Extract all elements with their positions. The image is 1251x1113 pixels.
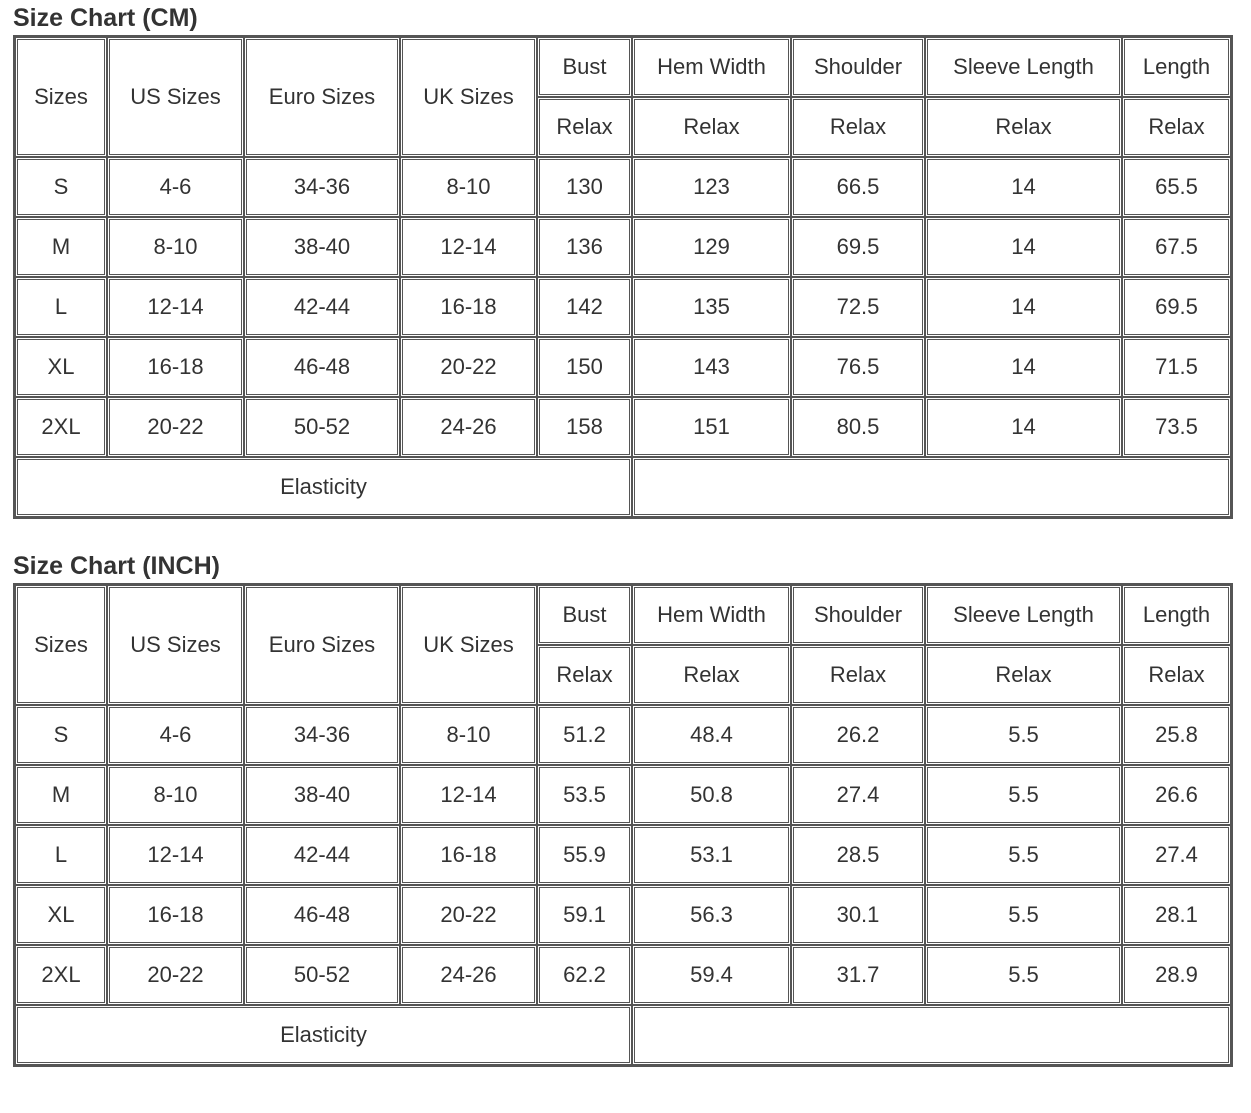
cell-us: 8-10 (107, 765, 244, 825)
subheader-relax: Relax (1122, 97, 1231, 157)
table-row (15, 277, 1231, 337)
elasticity-row (15, 457, 1231, 517)
cell-us: 16-18 (107, 337, 244, 397)
cell-euro: 46-48 (244, 885, 400, 945)
cell-uk: 16-18 (400, 825, 537, 885)
cell-sleeve: 14 (925, 157, 1122, 217)
cell-us: 20-22 (107, 945, 244, 1005)
cell-shoulder: 69.5 (791, 217, 925, 277)
cell-sleeve: 14 (925, 217, 1122, 277)
cell-shoulder: 26.2 (791, 705, 925, 765)
header-row (15, 37, 1231, 97)
size-chart-inch-table (13, 583, 1233, 1067)
cell-us: 4-6 (107, 157, 244, 217)
cell-size: XL (15, 337, 107, 397)
table-row (15, 765, 1231, 825)
header-row (15, 585, 1231, 645)
header-hem-width: Hem Width (632, 37, 791, 97)
cell-uk: 20-22 (400, 337, 537, 397)
cell-us: 16-18 (107, 885, 244, 945)
subheader-relax: Relax (537, 645, 632, 705)
cell-hem: 48.4 (632, 705, 791, 765)
table-row (15, 825, 1231, 885)
cell-size: XL (15, 885, 107, 945)
cell-sleeve: 14 (925, 337, 1122, 397)
cell-hem: 129 (632, 217, 791, 277)
cell-sleeve: 5.5 (925, 885, 1122, 945)
cell-bust: 53.5 (537, 765, 632, 825)
header-bust: Bust (537, 37, 632, 97)
header-us-sizes: US Sizes (107, 585, 244, 705)
cell-euro: 34-36 (244, 705, 400, 765)
cell-size: 2XL (15, 397, 107, 457)
cell-size: S (15, 705, 107, 765)
cell-euro: 34-36 (244, 157, 400, 217)
cell-size: L (15, 825, 107, 885)
cell-size: 2XL (15, 945, 107, 1005)
cell-shoulder: 76.5 (791, 337, 925, 397)
cell-sleeve: 5.5 (925, 825, 1122, 885)
cell-length: 69.5 (1122, 277, 1231, 337)
elasticity-row (15, 1005, 1231, 1065)
cell-euro: 50-52 (244, 945, 400, 1005)
cell-length: 28.9 (1122, 945, 1231, 1005)
elasticity-label: Elasticity (15, 1005, 632, 1065)
cell-size: M (15, 217, 107, 277)
cell-uk: 12-14 (400, 765, 537, 825)
subheader-relax: Relax (925, 645, 1122, 705)
table-row (15, 397, 1231, 457)
cell-euro: 42-44 (244, 825, 400, 885)
cell-sleeve: 14 (925, 397, 1122, 457)
size-chart-cm-title: Size Chart (CM) (13, 4, 198, 32)
header-sleeve-length: Sleeve Length (925, 37, 1122, 97)
cell-sleeve: 5.5 (925, 765, 1122, 825)
cell-length: 28.1 (1122, 885, 1231, 945)
cell-euro: 38-40 (244, 765, 400, 825)
header-shoulder: Shoulder (791, 37, 925, 97)
subheader-relax: Relax (632, 645, 791, 705)
subheader-relax: Relax (1122, 645, 1231, 705)
cell-length: 25.8 (1122, 705, 1231, 765)
header-length: Length (1122, 585, 1231, 645)
cell-euro: 38-40 (244, 217, 400, 277)
cell-hem: 53.1 (632, 825, 791, 885)
cell-length: 73.5 (1122, 397, 1231, 457)
cell-length: 65.5 (1122, 157, 1231, 217)
elasticity-label: Elasticity (15, 457, 632, 517)
cell-us: 12-14 (107, 277, 244, 337)
cell-bust: 150 (537, 337, 632, 397)
cell-size: L (15, 277, 107, 337)
elasticity-value (632, 1005, 1231, 1065)
cell-uk: 16-18 (400, 277, 537, 337)
cell-bust: 55.9 (537, 825, 632, 885)
cell-length: 26.6 (1122, 765, 1231, 825)
header-length: Length (1122, 37, 1231, 97)
cell-size: S (15, 157, 107, 217)
cell-bust: 142 (537, 277, 632, 337)
cell-hem: 59.4 (632, 945, 791, 1005)
cell-length: 27.4 (1122, 825, 1231, 885)
header-us-sizes: US Sizes (107, 37, 244, 157)
cell-sleeve: 5.5 (925, 945, 1122, 1005)
cell-hem: 123 (632, 157, 791, 217)
subheader-relax: Relax (537, 97, 632, 157)
cell-bust: 59.1 (537, 885, 632, 945)
table-row (15, 705, 1231, 765)
cell-shoulder: 27.4 (791, 765, 925, 825)
header-euro-sizes: Euro Sizes (244, 37, 400, 157)
header-shoulder: Shoulder (791, 585, 925, 645)
cell-shoulder: 31.7 (791, 945, 925, 1005)
cell-shoulder: 30.1 (791, 885, 925, 945)
cell-hem: 135 (632, 277, 791, 337)
cell-uk: 20-22 (400, 885, 537, 945)
cell-euro: 46-48 (244, 337, 400, 397)
table-row (15, 885, 1231, 945)
header-hem-width: Hem Width (632, 585, 791, 645)
cell-bust: 136 (537, 217, 632, 277)
cell-bust: 62.2 (537, 945, 632, 1005)
cell-shoulder: 72.5 (791, 277, 925, 337)
table-row (15, 337, 1231, 397)
header-bust: Bust (537, 585, 632, 645)
header-sizes: Sizes (15, 585, 107, 705)
cell-euro: 50-52 (244, 397, 400, 457)
header-uk-sizes: UK Sizes (400, 585, 537, 705)
subheader-relax: Relax (632, 97, 791, 157)
cell-size: M (15, 765, 107, 825)
cell-hem: 56.3 (632, 885, 791, 945)
cell-uk: 24-26 (400, 945, 537, 1005)
cell-uk: 24-26 (400, 397, 537, 457)
header-sleeve-length: Sleeve Length (925, 585, 1122, 645)
cell-hem: 143 (632, 337, 791, 397)
table-row (15, 217, 1231, 277)
cell-bust: 130 (537, 157, 632, 217)
cell-bust: 51.2 (537, 705, 632, 765)
cell-uk: 12-14 (400, 217, 537, 277)
cell-us: 4-6 (107, 705, 244, 765)
cell-euro: 42-44 (244, 277, 400, 337)
cell-shoulder: 28.5 (791, 825, 925, 885)
cell-hem: 50.8 (632, 765, 791, 825)
subheader-relax: Relax (791, 97, 925, 157)
subheader-relax: Relax (925, 97, 1122, 157)
cell-uk: 8-10 (400, 157, 537, 217)
cell-length: 71.5 (1122, 337, 1231, 397)
cell-uk: 8-10 (400, 705, 537, 765)
header-uk-sizes: UK Sizes (400, 37, 537, 157)
cell-us: 12-14 (107, 825, 244, 885)
cell-length: 67.5 (1122, 217, 1231, 277)
size-chart-inch-title: Size Chart (INCH) (13, 552, 220, 580)
cell-us: 8-10 (107, 217, 244, 277)
cell-sleeve: 14 (925, 277, 1122, 337)
cell-hem: 151 (632, 397, 791, 457)
cell-bust: 158 (537, 397, 632, 457)
cell-us: 20-22 (107, 397, 244, 457)
header-euro-sizes: Euro Sizes (244, 585, 400, 705)
cell-shoulder: 80.5 (791, 397, 925, 457)
cell-sleeve: 5.5 (925, 705, 1122, 765)
cell-shoulder: 66.5 (791, 157, 925, 217)
header-sizes: Sizes (15, 37, 107, 157)
table-row (15, 945, 1231, 1005)
elasticity-value (632, 457, 1231, 517)
subheader-relax: Relax (791, 645, 925, 705)
table-row (15, 157, 1231, 217)
size-chart-cm-table (13, 35, 1233, 519)
